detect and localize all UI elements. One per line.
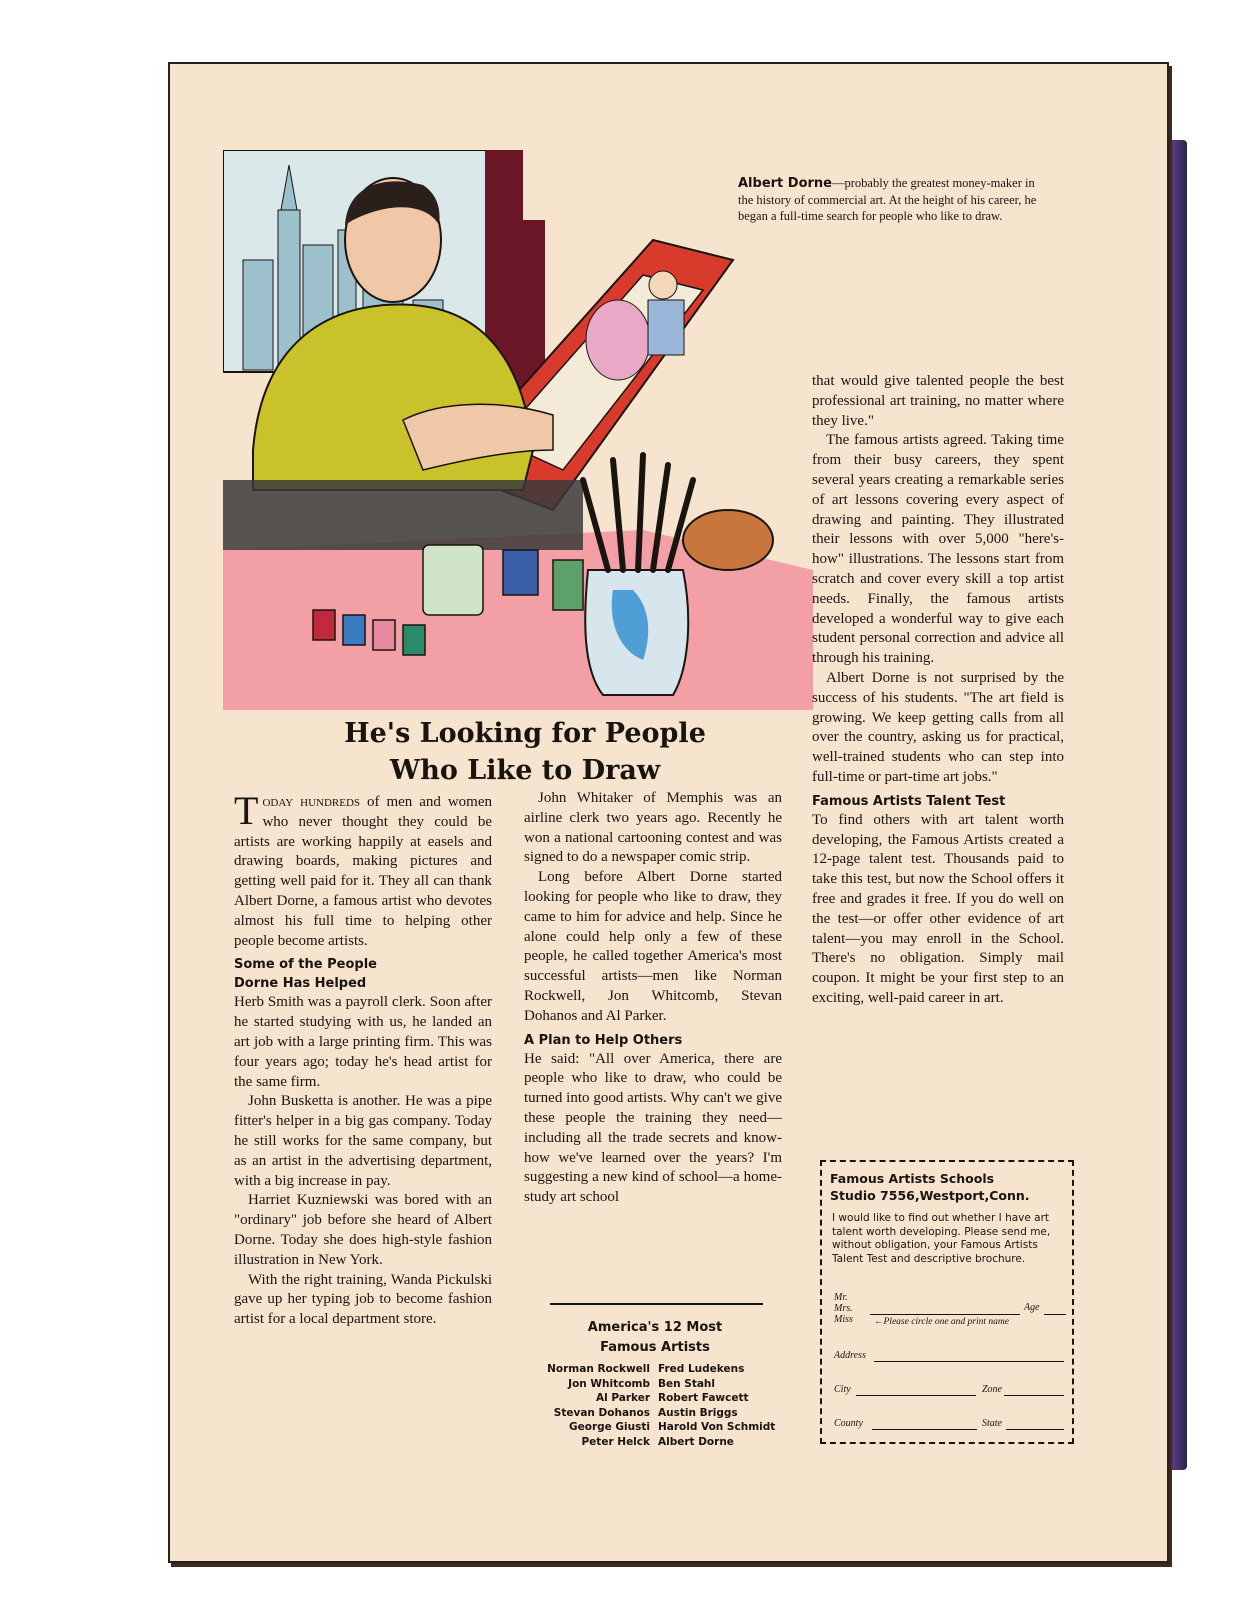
circle-note: ←Please circle one and print name [874,1317,1009,1327]
subhead-line-1: Some of the People [234,957,377,973]
column-3 [812,372,1064,1009]
mr-option[interactable]: Mr. [834,1292,848,1303]
intro-lead: oday hundreds [262,794,361,810]
artist-names-left [520,1362,650,1449]
coupon-school: Famous Artists Schools [830,1171,995,1186]
artist-name: Harold Von Schmidt [658,1421,776,1433]
headline [265,715,785,789]
miss-option[interactable]: Miss [834,1314,853,1325]
col3-para-4: To find others with art talent worth developing, the Famous Artists created a 12-page talent test. Thousands paid to take this test, but now the School offers it free and grades it free. If you do well on the test—or offer other evidence of art talent—you may enroll in the School. There's no obligation. Simply mail coupon. It might be your first step to an exciting, well-paid career in art. [812,811,1064,1006]
col2-para-2: Long before Albert Dorne started looking for people who like to draw, they came to him for advice and help. Since he alone could help only a few of these people, he called together America's most successful artists—men like Norman Rockwell, Jon Whitcomb, Stevan Dohanos and Al Parker. [524,869,782,1024]
famous-title-line-1: America's 12 Most [587,1320,723,1335]
col1-para-2: Herb Smith was a payroll clerk. Soon after he started studying with us, he landed an art job with a large printing firm. This was four years ago; today he's head artist for the same firm. [234,994,492,1090]
age-label: Age [1024,1302,1040,1313]
artist-name: Jon Whitcomb [568,1377,650,1390]
col3-para-2: The famous artists agreed. Taking time from their busy careers, they spent several years creating a remarkable series of art lessons covering every aspect of drawing and painting. They illustrated their lessons with over 5,000 "here's-how" illustrations. The lessons start from scratch and cover every skill a top artist needs. Finally, the famous artists developed a wonderful way to give each student personal correction and advice all through his training. [812,432,1064,667]
mail-coupon[interactable] [820,1160,1074,1444]
albert-dorne-illustration [223,150,813,710]
artist-name: Albert Dorne [658,1435,734,1448]
subhead-people-helped [234,955,492,993]
artist-names-right [658,1362,798,1449]
col1-para-5: With the right training, Wanda Pickulski gave up her typing job to become fashion artist for a local department store. [234,1271,492,1328]
zone-label: Zone [982,1384,1002,1395]
col1-intro [234,788,492,951]
subhead-talent-test: Famous Artists Talent Test [812,793,1006,809]
col2-para-3: He said: "All over America, there are people who like to draw, who could be turned into good artists. Why can't we give these people the training they need—including all the trade secrets and know-how we've learned over the years? I'm suggesting a new kind of school—a home-study art school [524,1050,782,1206]
artist-name: Ben Stahl [658,1377,715,1390]
column-2 [524,789,782,1208]
col1-para-3: John Busketta is another. He was a pipe fitter's helper in a big gas company. Today he still works for the same company, but as an artist in the advertising department, with a big increase in pay. [234,1093,492,1189]
coupon-address: Studio 7556,Westport,Conn. [830,1188,1030,1203]
famous-artists-title [560,1318,750,1358]
artist-name: Austin Briggs [658,1406,738,1419]
headline-line-1: He's Looking for People [344,718,706,749]
county-label: County [834,1418,863,1429]
column-1 [234,788,492,1330]
artist-name: Stevan Dohanos [553,1406,650,1419]
artist-name: Al Parker [595,1392,650,1404]
drop-cap: T [234,788,259,833]
coupon-body: I would like to find out whether I have art talent worth developing. Please send me, without obligation, your Famous Artists Talent Test and descriptive brochure. [832,1212,1051,1265]
col3-para-1: that would give talented people the best professional art training, no matter where they live." [812,373,1064,429]
caption-name: Albert Dorne [738,176,832,191]
artist-name: George Giusti [569,1421,650,1433]
name-field[interactable] [834,1292,1062,1336]
subhead-line-2: Dorne Has Helped [234,976,367,992]
intro-rest: of men and women who never thought they could be artists are working happily at easels and drawing boards, making pictures and getting well paid for it. They all can thank Albert Dorne, a famous artist who devotes almost his full time to helping other people become artists. [234,794,492,949]
city-zone-field[interactable] [834,1384,1062,1398]
artist-name: Peter Helck [581,1435,650,1448]
subhead-plan: A Plan to Help Others [524,1032,683,1048]
divider-rule [550,1303,763,1305]
caption-text: —probably the greatest money-maker in the history of commercial art. At the height of his career, he began a full-time search for people who like to draw. [738,176,1037,223]
coupon-header [830,1170,1030,1204]
artist-name: Fred Ludekens [658,1363,745,1375]
address-label: Address [834,1350,866,1361]
state-label: State [982,1418,1002,1429]
col1-para-4: Harriet Kuzniewski was bored with an "ordinary" job before she heard of Albert Dorne. Today she does high-style fashion illustration in New York. [234,1192,492,1268]
col2-para-1: John Whitaker of Memphis was an airline clerk two years ago. Recently he won a national cartooning contest and was signed to do a newspaper comic strip. [524,790,782,866]
col3-para-3: Albert Dorne is not surprised by the success of his students. "The art field is growing. We keep getting calls from all over the country, asking us for practical, well-trained students who can step into full-time or part-time art jobs." [812,669,1064,785]
famous-title-line-2: Famous Artists [600,1340,710,1355]
artist-name: Robert Fawcett [658,1392,749,1404]
address-field[interactable] [834,1350,1062,1364]
mrs-option[interactable]: Mrs. [834,1303,853,1314]
artist-name: Norman Rockwell [547,1363,650,1375]
city-label: City [834,1384,851,1395]
county-state-field[interactable] [834,1418,1062,1432]
illustration-caption [738,175,1038,224]
headline-line-2: Who Like to Draw [389,755,661,786]
